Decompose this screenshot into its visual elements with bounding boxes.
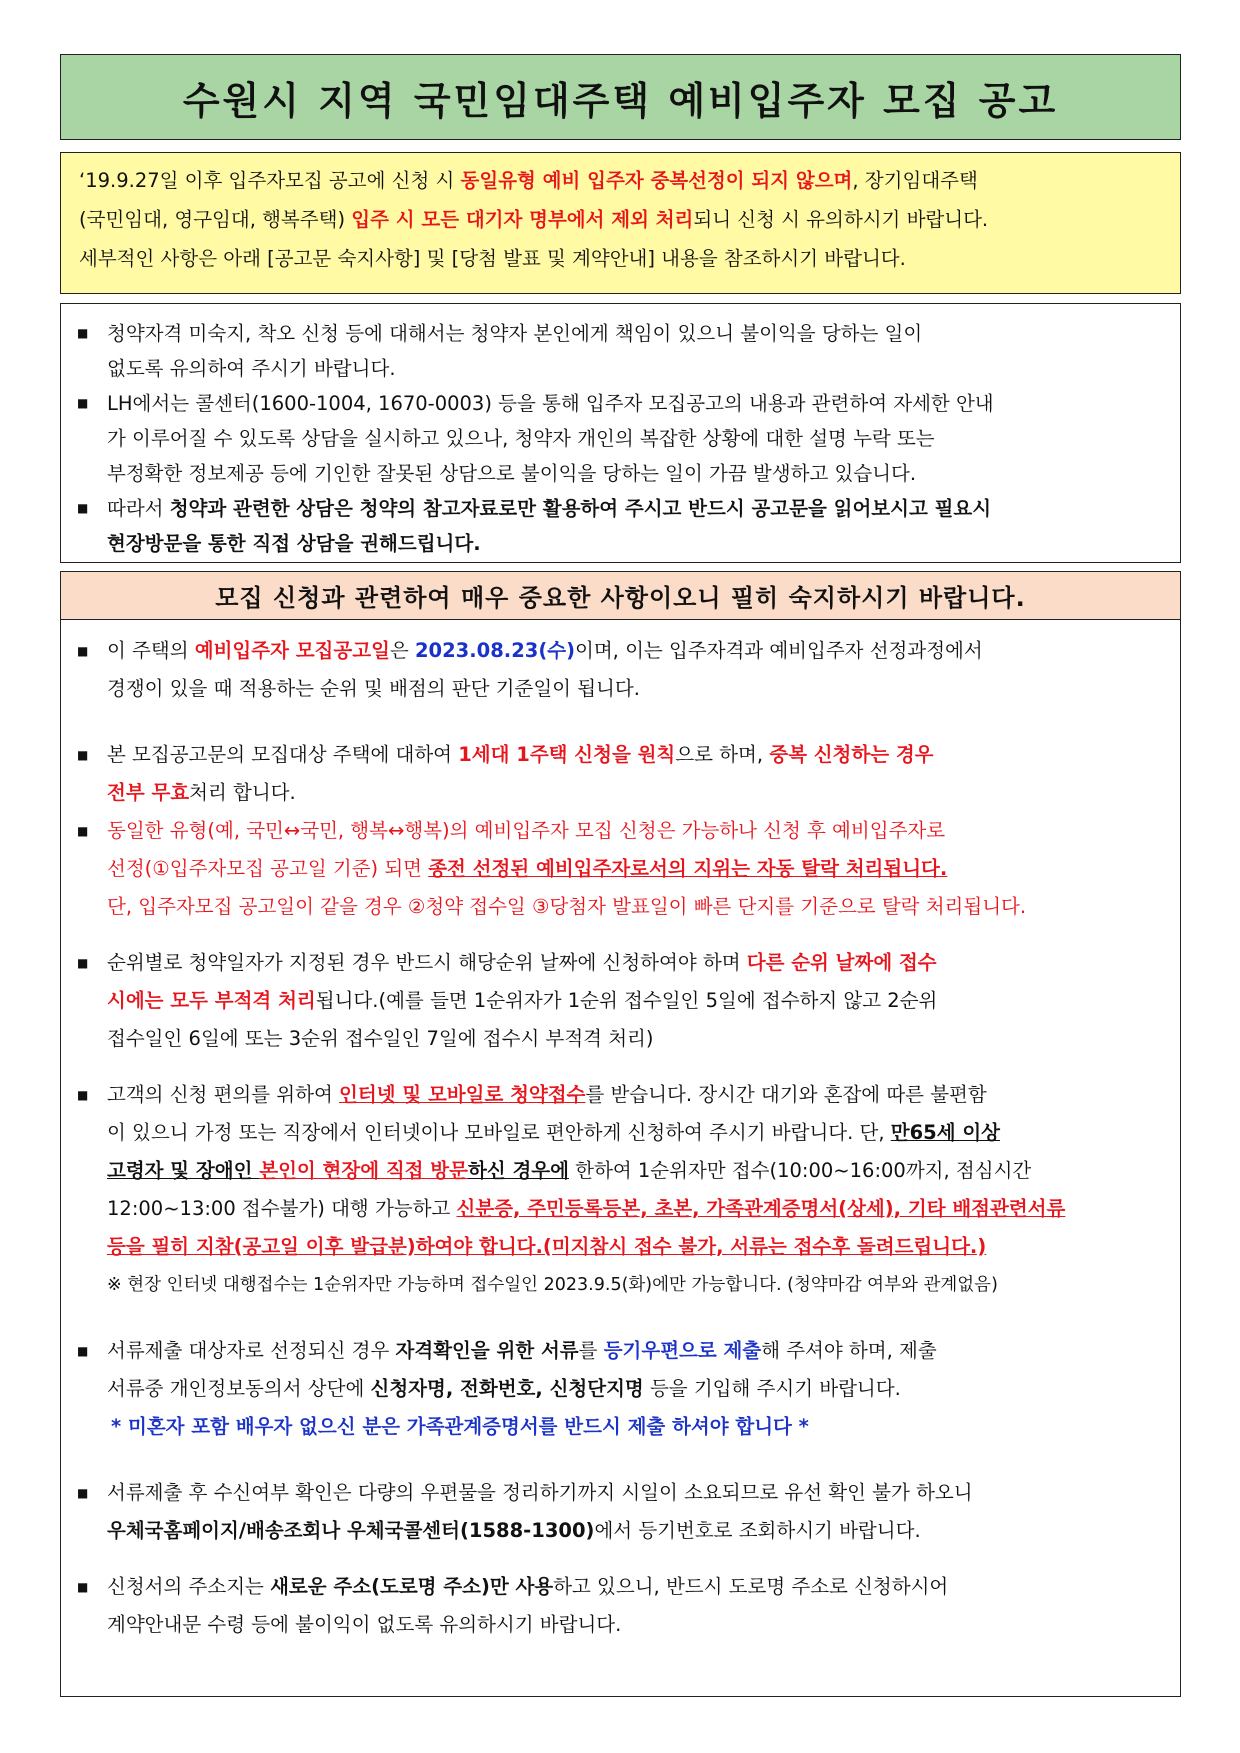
list-item: ■ 서류제출 후 수신여부 확인은 다량의 우편물을 정리하기까지 시일이 소요되므로 유선 확인 불가 하오니 우체국홈페이지/배송조회나 우체국콜센터(1588-1300)에서 등기번호로 조회하시기 바랍니다. bbox=[75, 1474, 1165, 1550]
bullet-icon: ■ bbox=[77, 396, 89, 410]
list-item: ■ 고객의 신청 편의를 위하여 인터넷 및 모바일로 청약접수를 받습니다. 장시간 대기와 혼잡에 따른 불편함 이 있으니 가정 또는 직장에서 인터넷이나 모바일로 편안하게 신청하여 주시기 바랍니다. 단, 만65세 이상 고령자 및 장애인 본인이 현장에 직접 방문하신 경우에 한하여 1순위자만 접수(10:00~16:00까지, 점심시간 12:00~13:00 접수불가) 대행 가능하고 신분증, 주민등록등본, 초본, 가족관계증명서(상세), 기타 배점관련서류 등을 필히 지참(공고일 이후 발급분)하여야 합니다.(미지참시 접수 불가, 서류는 접수후 돌려드립니다.) bbox=[75, 1076, 1165, 1266]
bullet-icon: ■ bbox=[77, 644, 89, 658]
caution-box bbox=[60, 303, 1181, 563]
important-notice-section bbox=[60, 571, 1181, 1697]
list-item: ■ 순위별로 청약일자가 지정된 경우 반드시 해당순위 날짜에 신청하여야 하며 다른 순위 날짜에 접수 시에는 모두 부적격 처리됩니다.(예를 들면 1순위자가 1순위 접수일인 5일에 접수하지 않고 2순위 접수일인 6일에 또는 3순위 접수일인 7일에 접수시 부적격 처리) bbox=[75, 944, 1165, 1058]
bullet-icon: ■ bbox=[77, 326, 89, 340]
bullet-icon: ■ bbox=[77, 1486, 89, 1500]
bullet-icon: ■ bbox=[77, 1344, 89, 1358]
section-header: 모집 신청과 관련하여 매우 중요한 사항이오니 필히 숙지하시기 바랍니다. bbox=[61, 572, 1180, 620]
notice-list bbox=[75, 632, 1165, 1644]
title-box bbox=[60, 54, 1181, 140]
bullet-icon: ■ bbox=[77, 824, 89, 838]
bullet-icon: ■ bbox=[77, 501, 89, 515]
bullet-icon: ■ bbox=[77, 956, 89, 970]
list-item: ■ 서류제출 대상자로 선정되신 경우 자격확인을 위한 서류를 등기우편으로 제출해 주셔야 하며, 제출 서류중 개인정보동의서 상단에 신청자명, 전화번호, 신청단지명 등을 기입해 주시기 바랍니다. bbox=[75, 1332, 1165, 1408]
notice-line-3: 세부적인 사항은 아래 [공고문 숙지사항] 및 [당첨 발표 및 계약안내] 내용을 참조하시기 바랍니다. bbox=[79, 247, 906, 270]
caution-item: ■ LH에서는 콜센터(1600-1004, 1670-0003) 등을 통해 입주자 모집공고의 내용과 관련하여 자세한 안내 가 이루어질 수 있도록 상담을 실시하고 있으나, 청약자 개인의 복잡한 상황에 대한 설명 누락 또는 부정확한 정보제공 등에 기인한 잘못된 상담으로 불이익을 당하는 일이 가끔 발생하고 있습니다. bbox=[75, 386, 1162, 491]
list-item: ■ 동일한 유형(예, 국민↔국민, 행복↔행복)의 예비입주자 모집 신청은 가능하나 신청 후 예비입주자로 선정(①입주자모집 공고일 기준) 되면 종전 선정된 예비입주자로서의 지위는 자동 탈락 처리됩니다. 단, 입주자모집 공고일이 같을 경우 ②청약 접수일 ③당첨자 발표일이 빠른 단지를 기준으로 탈락 처리됩니다. bbox=[75, 812, 1165, 926]
list-item: ■ 이 주택의 예비입주자 모집공고일은 2023.08.23(수)이며, 이는 입주자격과 예비입주자 선정과정에서 경쟁이 있을 때 적용하는 순위 및 배점의 판단 기준일이 됩니다. bbox=[75, 632, 1165, 708]
notice-line-2: (국민임대, 영구임대, 행복주택) 입주 시 모든 대기자 명부에서 제외 처리되니 신청 시 유의하시기 바랍니다. bbox=[79, 208, 989, 231]
bullet-icon: ■ bbox=[77, 748, 89, 762]
notice-box bbox=[60, 152, 1181, 294]
star-note: * 미혼자 포함 배우자 없으신 분은 가족관계증명서를 반드시 제출 하셔야 합니다 * bbox=[111, 1415, 809, 1438]
list-item: ■ 본 모집공고문의 모집대상 주택에 대하여 1세대 1주택 신청을 원칙으로 하며, 중복 신청하는 경우 전부 무효처리 합니다. bbox=[75, 736, 1165, 812]
bullet-icon: ■ bbox=[77, 1088, 89, 1102]
notice-line-1: ‘19.9.27일 이후 입주자모집 공고에 신청 시 동일유형 예비 입주자 중복선정이 되지 않으며, 장기임대주택 bbox=[79, 169, 978, 192]
bullet-icon: ■ bbox=[77, 1580, 89, 1594]
page-title: 수원시 지역 국민임대주택 예비입주자 모집 공고 bbox=[182, 78, 1059, 123]
caution-item: ■ 따라서 청약과 관련한 상담은 청약의 참고자료로만 활용하여 주시고 반드시 공고문을 읽어보시고 필요시 현장방문을 통한 직접 상담을 권해드립니다. bbox=[75, 491, 1162, 561]
note-text: ※ 현장 인터넷 대행접수는 1순위자만 가능하며 접수일인 2023.9.5(화)에만 가능합니다. (청약마감 여부와 관계없음) bbox=[107, 1275, 998, 1295]
list-item: ■ 신청서의 주소지는 새로운 주소(도로명 주소)만 사용하고 있으니, 반드시 도로명 주소로 신청하시어 계약안내문 수령 등에 불이익이 없도록 유의하시기 바랍니다. bbox=[75, 1568, 1165, 1644]
caution-item: ■ 청약자격 미숙지, 착오 신청 등에 대해서는 청약자 본인에게 책임이 있으니 불이익을 당하는 일이 없도록 유의하여 주시기 바랍니다. bbox=[75, 316, 1162, 386]
